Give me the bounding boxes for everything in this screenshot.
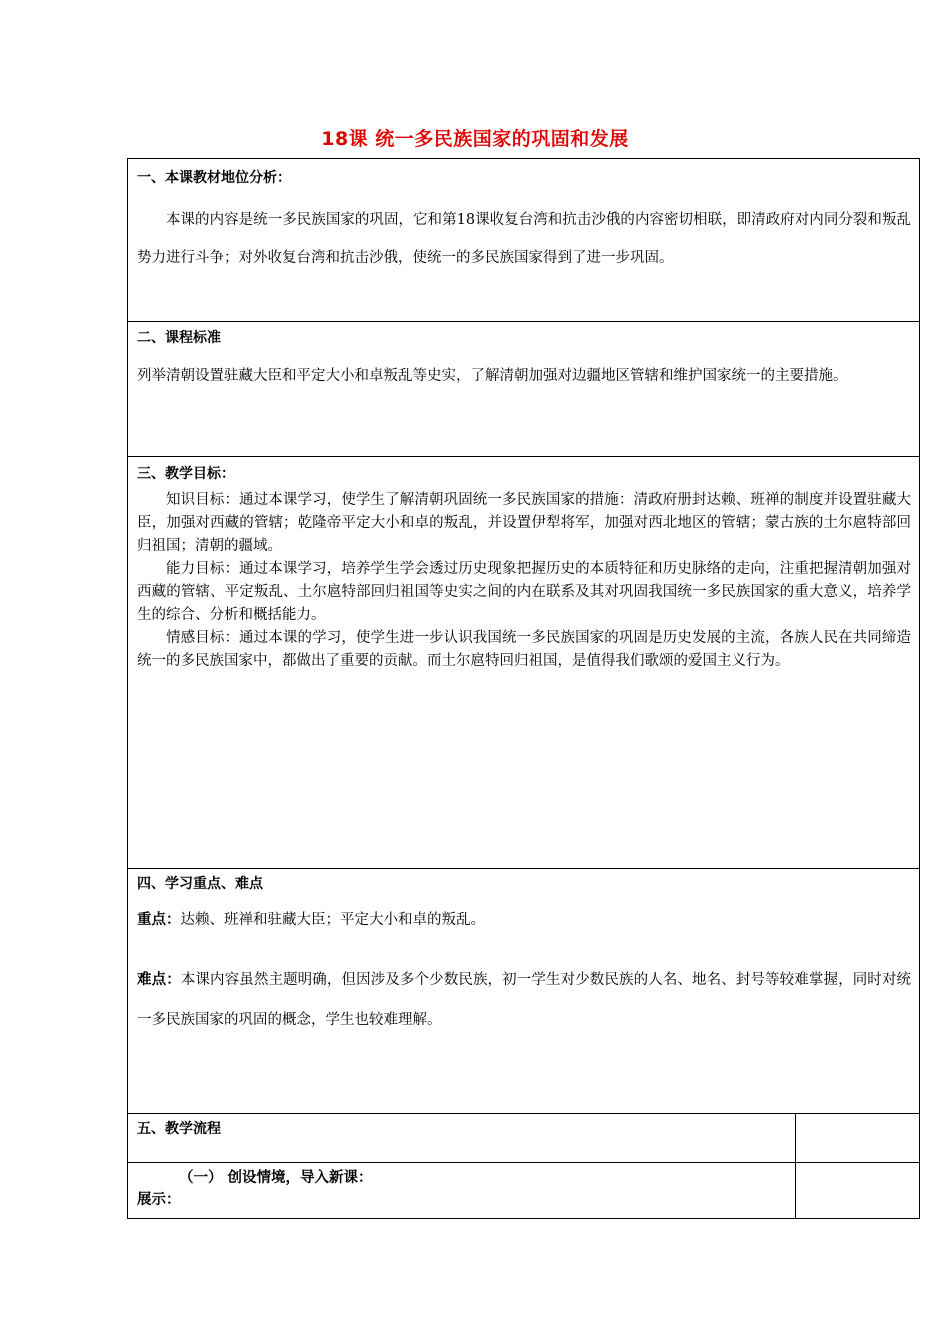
row-divider [128,1113,919,1114]
section-heading: 一、本课教材地位分析： [137,170,291,186]
column-divider [795,1113,796,1219]
row-divider [128,868,919,869]
key-point-label: 重点： [137,912,181,928]
section-teaching-process [137,1118,784,1138]
section-paragraph: 列举清朝设置驻藏大臣和平定大小和卓叛乱等史实，了解清朝加强对边疆地区管辖和维护国家统一的主要措施。 [137,368,848,384]
step-heading: （一） 创设情境，导入新课： [179,1170,373,1186]
document-title: 18课 统一多民族国家的巩固和发展 [321,128,629,150]
section-teaching-goals [137,463,911,673]
difficult-point-text: 本课内容虽然主题明确，但因涉及多个少数民族，初一学生对少数民族的人名、地名、封号等较难掌握，同时对统一多民族国家的巩固的概念，学生也较难理解。 [137,972,912,1028]
section-heading: 五、教学流程 [137,1121,221,1137]
process-step-1 [137,1167,784,1211]
row-divider [128,1162,919,1163]
section-heading: 四、学习重点、难点 [137,876,263,892]
difficult-point [137,960,911,1040]
show-label: 展示： [137,1192,181,1208]
ability-goal: 能力目标：通过本课学习，培养学生学会透过历史现象把握历史的本质特征和历史脉络的走向，注重把握清朝加强对西藏的管辖、平定叛乱、土尔扈特部回归祖国等史实之间的内在联系及其对巩固我国统一多民族国家的重大意义，培养学生的综合、分析和概括能力。 [137,561,911,623]
difficult-point-label: 难点： [137,972,181,988]
section-heading: 三、教学目标： [137,466,235,482]
row-divider [128,456,919,457]
knowledge-goal: 知识目标：通过本课学习，使学生了解清朝巩固统一多民族国家的措施：清政府册封达赖、班禅的制度并设置驻藏大臣，加强对西藏的管辖；乾隆帝平定大小和卓的叛乱，并设置伊犁将军，加强对西北地区的管辖；蒙古族的土尔扈特部回归祖国；清朝的疆域。 [137,492,911,554]
section-heading: 二、课程标准 [137,330,221,346]
key-point [137,908,911,929]
row-divider [128,321,919,322]
section-paragraph: 本课的内容是统一多民族国家的巩固，它和第18课收复台湾和抗击沙俄的内容密切相联，即清政府对内同分裂和叛乱势力进行斗争；对外收复台湾和抗击沙俄，使统一的多民族国家得到了进一步巩固。 [137,212,911,266]
section-key-points [137,873,911,1040]
section-curriculum-standard [137,327,911,396]
emotion-goal: 情感目标：通过本课的学习，使学生进一步认识我国统一多民族国家的巩固是历史发展的主流，各族人民在共同缔造统一的多民族国家中，都做出了重要的贡献。而土尔扈特回归祖国，是值得我们歌颂的爱国主义行为。 [137,630,911,669]
key-point-text: 达赖、班禅和驻藏大臣；平定大小和卓的叛乱。 [180,912,485,928]
section-material-analysis [137,167,911,277]
lesson-plan-table [127,158,920,1219]
